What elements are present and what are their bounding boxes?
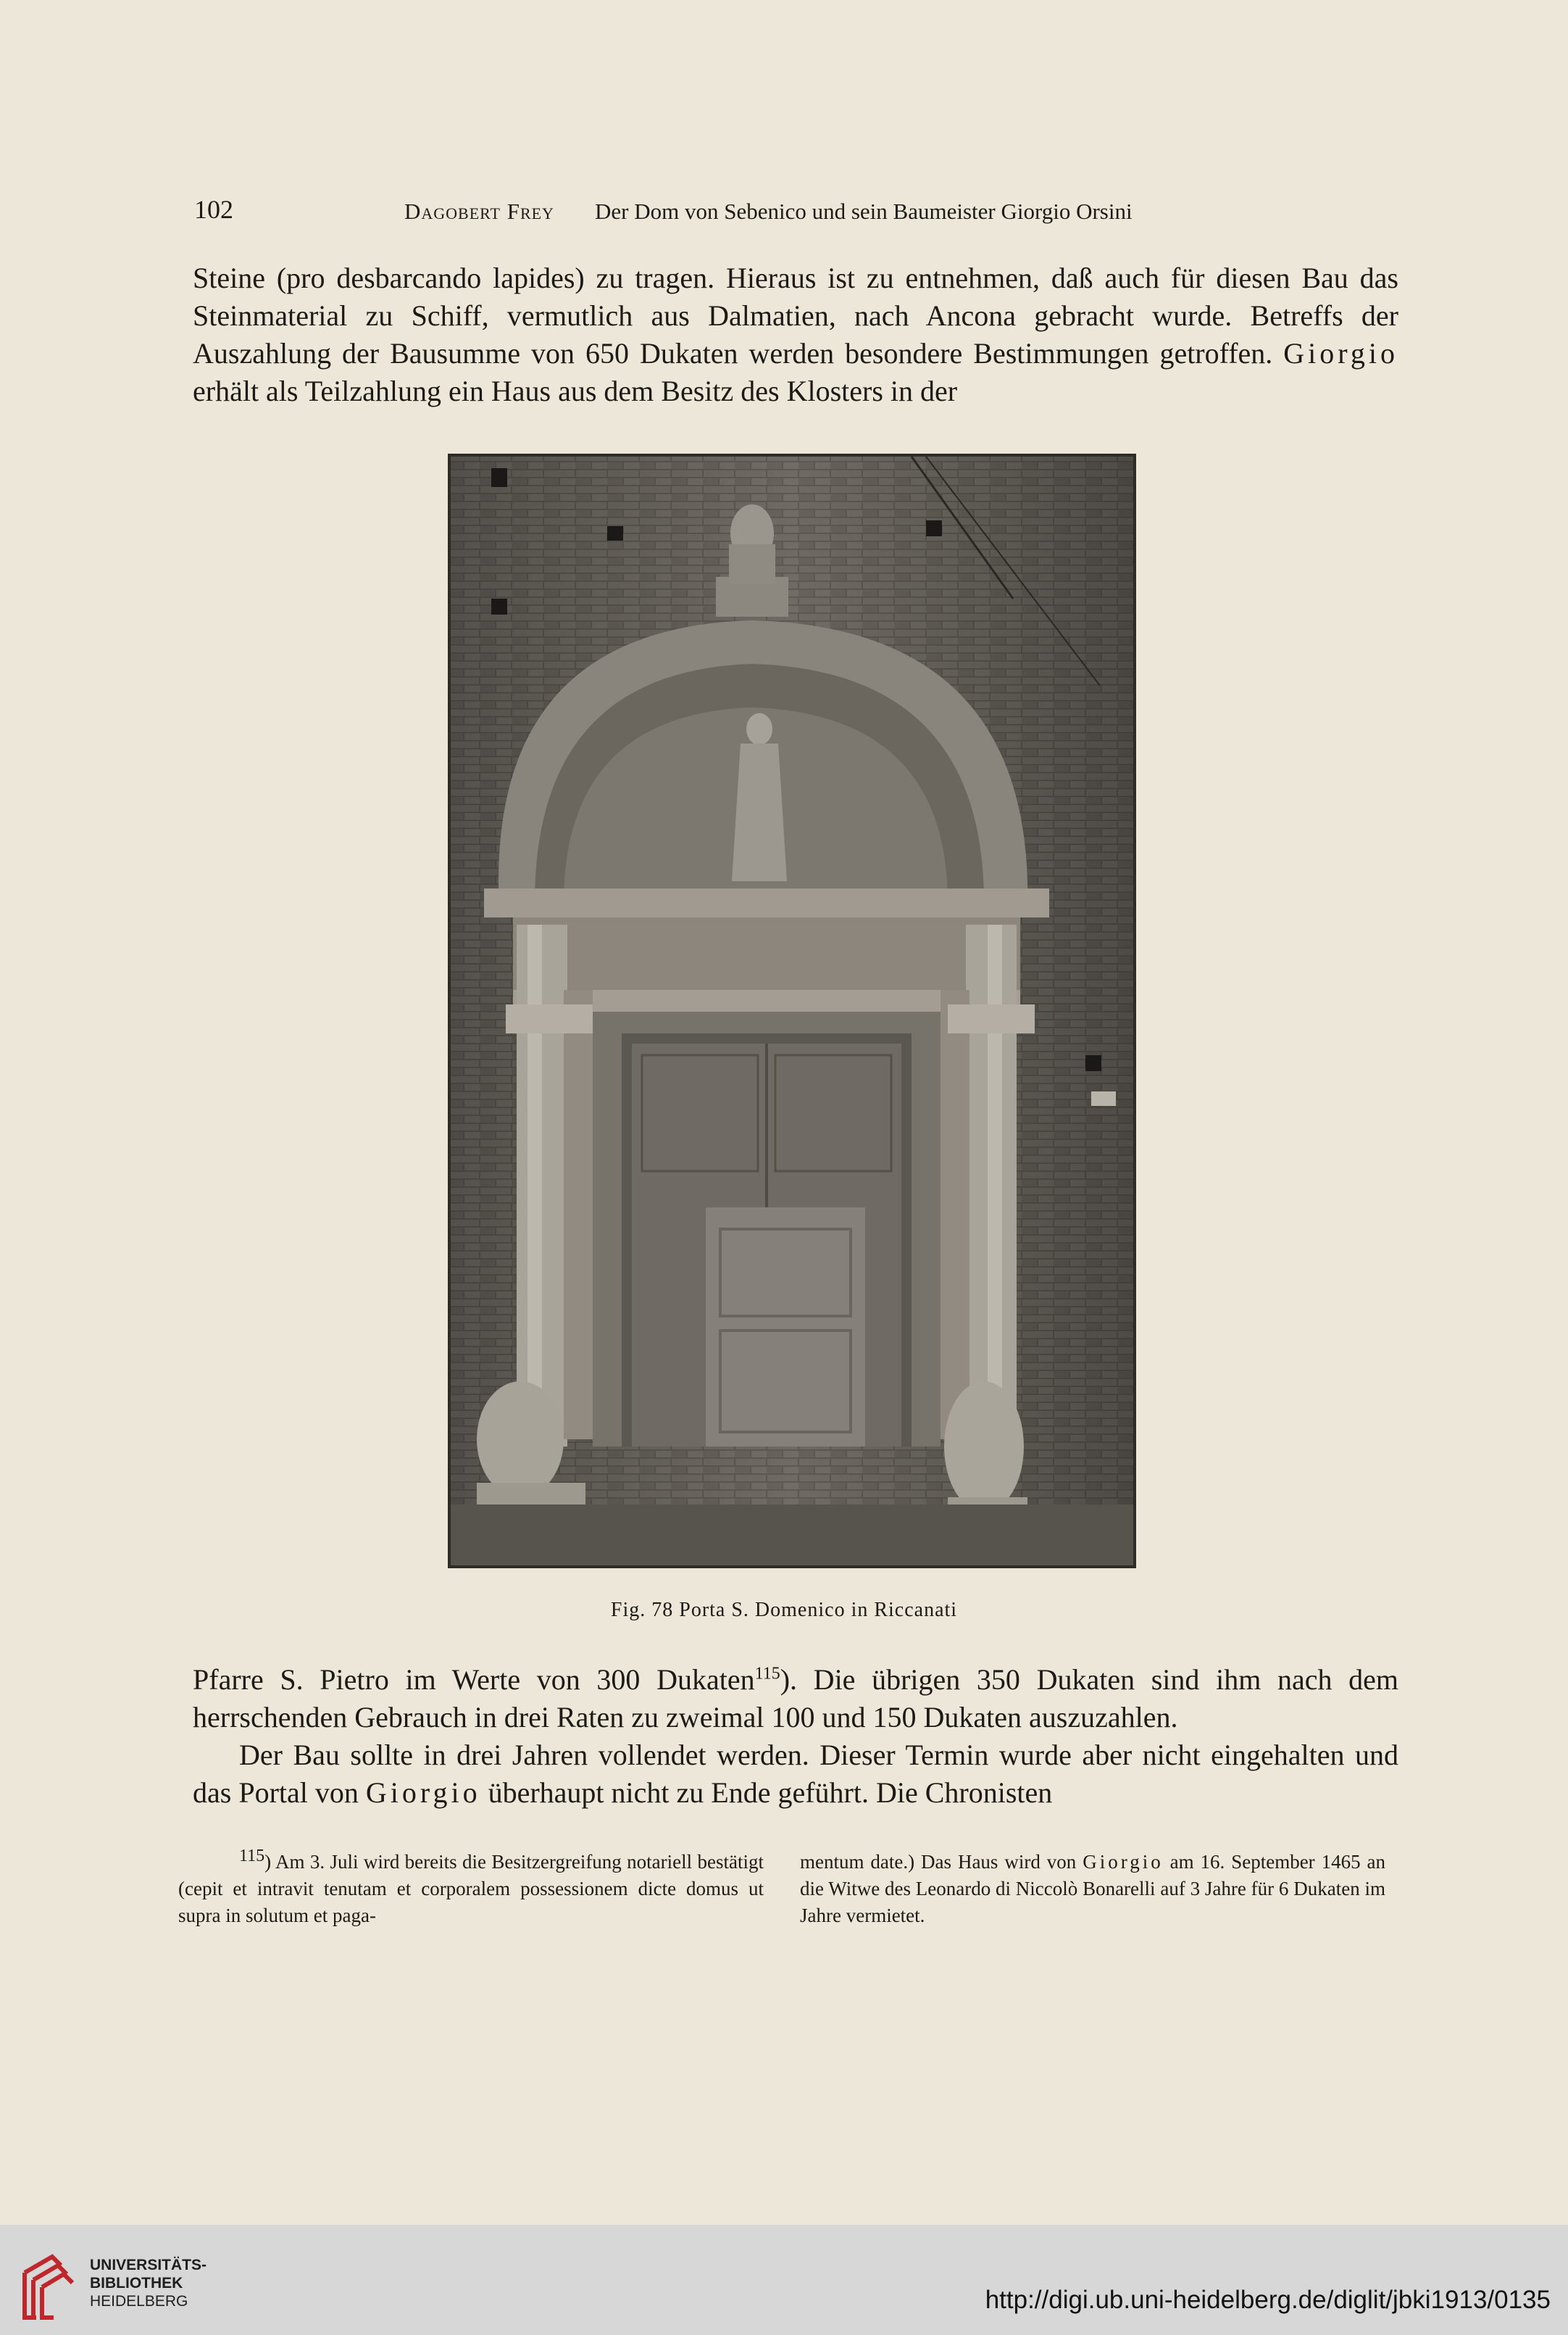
figure-caption: Fig. 78 Porta S. Domenico in Riccanati (610, 1599, 958, 1621)
library-footer (0, 2225, 1568, 2335)
paragraph-1 (193, 259, 1398, 410)
paragraph-3 (193, 1736, 1398, 1812)
library-name-line-1: UNIVERSITÄTS- (90, 2257, 207, 2273)
footnote-text: am 16. September 1465 an die Witwe des Leonardo di Niccolò Bonarelli auf 3 Jahre für 6 Dukaten im Jahre vermietet. (800, 1851, 1386, 1926)
library-logo-icon (19, 2251, 78, 2321)
name-giorgio: Giorgio (1083, 1851, 1164, 1873)
paragraph-text: überhaupt nicht zu Ende geführt. Die Chronisten (480, 1776, 1053, 1809)
footnote-number: 115 (239, 1847, 265, 1865)
paragraph-2 (193, 1661, 1398, 1736)
page-number: 102 (194, 195, 233, 224)
footnote-right-column (800, 1849, 1385, 1929)
footnote-text: mentum date.) Das Haus wird von (800, 1851, 1083, 1873)
library-name-line-3: HEIDELBERG (90, 2293, 188, 2310)
library-name-line-2: BIBLIOTHEK (90, 2275, 183, 2292)
paragraph-text: Steine (pro desbarcando lapides) zu tragen. Hieraus ist zu entnehmen, daß auch für diesen Bau das Steinmaterial zu Schiff, vermutlich aus Dalmatien, nach Ancona gebracht wurde. Betreffs der Auszahlung der Bausumme von 650 Dukaten werden besondere Bestimmungen getroffen. (193, 262, 1398, 370)
name-giorgio: Giorgio (365, 1776, 481, 1809)
figure-photo-portal (448, 454, 1136, 1568)
paragraph-text: Der Bau sollte in drei Jahren vollendet werden. Dieser Termin wurde aber nicht eingehalten und das Portal von (193, 1739, 1398, 1809)
footnote-text: ) Am 3. Juli wird bereits die Besitzergreifung notariell bestätigt (cepit et intravit tenutam et corporalem possessionem dicte domus ut supra in solutum et paga- (178, 1851, 764, 1926)
running-head (194, 194, 1397, 230)
running-head-title: Der Dom von Sebenico und sein Baumeister Giorgio Orsini (595, 199, 1133, 224)
footnote-ref: 115 (754, 1664, 780, 1683)
running-head-author: Dagobert Frey (404, 199, 554, 224)
source-url-link[interactable]: http://digi.ub.uni-heidelberg.de/diglit/jbki1913/0135 (985, 2286, 1551, 2314)
name-giorgio: Giorgio (1283, 337, 1398, 370)
paragraph-text: ). Die übrigen 350 Dukaten sind ihm nach dem herrschenden Gebrauch in drei Raten zu zweimal 100 und 150 Dukaten auszuzahlen. (193, 1663, 1398, 1733)
footnote-left-column (178, 1849, 764, 1929)
paragraph-text: Pfarre S. Pietro im Werte von 300 Dukaten (193, 1663, 755, 1696)
footnotes (178, 1849, 1396, 1943)
portal-photograph (448, 454, 1136, 1568)
paragraph-text: erhält als Teilzahlung ein Haus aus dem Besitz des Klosters in der (193, 375, 958, 407)
library-name (90, 2256, 207, 2310)
